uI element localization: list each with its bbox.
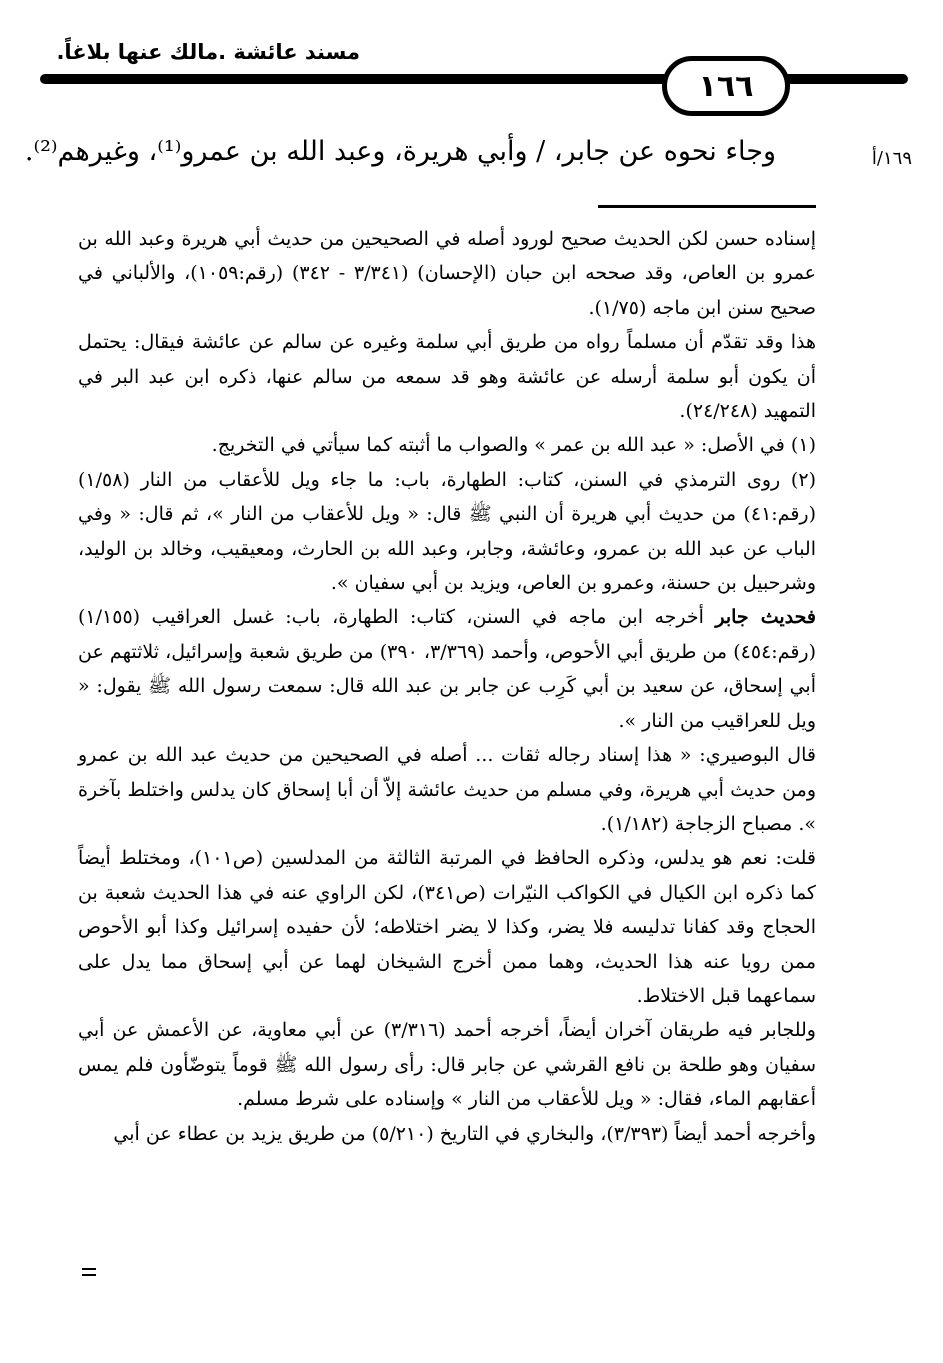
footnote-2: (٢) روى الترمذي في السنن، كتاب: الطهارة، باب: ما جاء ويل للأعقاب من النار (١/٥٨) (رقم:٤١) من حديث أبي هريرة أن النبي ﷺ قال: « ويل للأعقاب من النار »، ثم قال: « وفي الباب عن عبد الله بن عمرو، وعائشة، وجابر، وعبد الله بن الحارث، ومعيقيب، وخالد بن الوليد، وشرحبيل بن حسنة، وعمرو بن العاص، ويزيد بن أبي سفيان ». [78,468,816,595]
note-paragraph: وأخرجه أحمد أيضاً (٣/٣٩٣)، والبخاري في التاريخ (٥/٢١٠) من طريق يزيد بن عطاء عن أبي [113,1122,816,1145]
running-title: مسند عائشة .مالك عنها بلاغاً. [56,40,360,64]
footnote-1: (١) في الأصل: « عبد الله بن عمر » والصواب ما أثبته كما سيأتي في التخريج. [211,434,816,457]
main-text-line: وجاء نحوه عن جابر، / وأبي هريرة، وعبد الله بن عمرو⁽¹⁾، وغيرهم⁽²⁾. [24,136,776,167]
manuscript-folio-marker: ١٦٩/أ [871,148,912,169]
note-paragraph: وللجابر فيه طريقان آخران أيضاً، أخرجه أحمد (٣/٣١٦) عن أبي معاوية، عن الأعمش عن أبي سفيان وهو طلحة بن نافع القرشي عن جابر قال: رأى رسول الله ﷺ قوماً يتوضّأون فلم يمس أعقابهم الماء، فقال: « ويل للأعقاب من النار » وإسناده على شرط مسلم. [78,1019,816,1111]
note-paragraph [78,600,816,738]
page-number: ١٦٦ [698,68,754,104]
note-paragraph: قلت: نعم هو يدلس، وذكره الحافظ في المرتبة الثالثة من المدلسين (ص١٠١)، ومختلط أيضاً كما ذكره ابن الكيال في الكواكب النيّرات (ص٣٤١)، لكن الراوي عنه في هذا الحديث شعبة بن الحجاج وقد كفانا تدليسه فلا يضر، وكذا لا يضر اختلاطه؛ لأن حفيده إسرائيل وكذا أبو الأحوص ممن رويا عنه هذا الحديث، وهما ممن أخرج الشيخان لهما عن أبي إسحاق مما يدل على سماعهما قبل الاختلاط. [78,847,816,1007]
continuation-mark [82,1268,96,1276]
note-paragraph: هذا وقد تقدّم أن مسلماً رواه من طريق أبي سلمة وغيره عن سالم عن عائشة فيقال: يحتمل أن يكون أبو سلمة أرسله عن عائشة وهو قد سمعه من سالم عنها، ذكره ابن عبد البر في التمهيد (٢٤/٢٤٨). [78,331,816,423]
note-paragraph: قال البوصيري: « هذا إسناد رجاله ثقات ... أصله في الصحيحين من حديث عبد الله بن عمرو ومن حديث أبي هريرة، وفي مسلم من حديث عائشة إلاّ أن أبا إسحاق كان يدلس واختلط بآخرة ». مصباح الزجاجة (١/١٨٢). [78,744,816,835]
paragraph-text: أخرجه ابن ماجه في السنن، كتاب: الطهارة، باب: غسل العراقيب (١/١٥٥) (رقم:٤٥٤) من طريق أبي الأحوص، وأحمد (٣/٣٦٩، ٣٩٠) من طريق شعبة وإسرائيل، ثلاثتهم عن أبي إسحاق، عن سعيد بن أبي كَرِب عن جابر بن عبد الله قال: سمعت رسول الله ﷺ يقول: « ويل للعراقيب من النار ». [78,606,817,732]
note-paragraph: إسناده حسن لكن الحديث صحيح لورود أصله في الصحيحين من حديث أبي هريرة وعبد الله بن عمرو بن العاص، وقد صححه ابن حبان (الإحسان) (٣/٣٤١ - ٣٤٢) (رقم:١٠٥٩)، والألباني في صحيح سنن ابن ماجه (١/٧٥). [78,228,817,319]
footnote-separator [598,205,816,208]
footnotes-block [78,222,816,1151]
paragraph-lead: فحديث جابر [715,606,816,629]
page-number-badge [662,56,790,116]
